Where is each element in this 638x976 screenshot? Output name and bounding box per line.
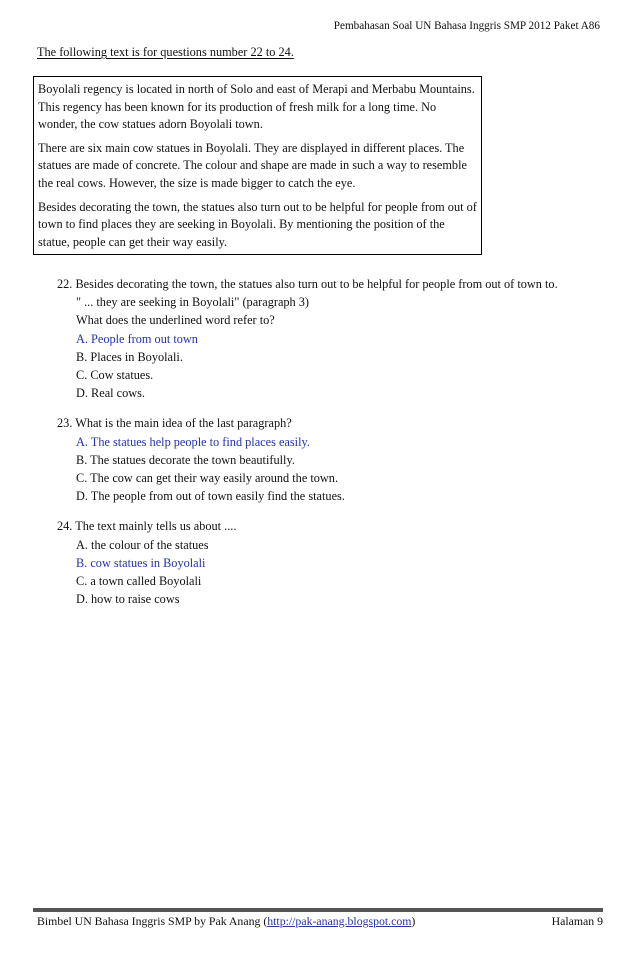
- option-a-answer: A. The statues help people to find places easily.: [76, 434, 310, 449]
- question-stem: 23. What is the main idea of the last paragraph?: [57, 416, 292, 431]
- question-stem: 24. The text mainly tells us about ....: [57, 519, 237, 534]
- page-header: Pembahasan Soal UN Bahasa Inggris SMP 2012 Paket A86: [333, 20, 600, 32]
- question-line: What does the underlined word refer to?: [76, 313, 275, 328]
- footer-divider: [33, 908, 603, 912]
- option-d: D. how to raise cows: [76, 592, 180, 607]
- question-stem: 22. Besides decorating the town, the statues also turn out to be helpful for people from out of town to.: [57, 277, 558, 291]
- passage-paragraph-1: Boyolali regency is located in north of Solo and east of Merapi and Merbabu Mountains. This regency has been known for its production of fresh milk for a long time. No wonder, the cow statues adorn Boyolali town.: [38, 82, 475, 132]
- footer-credit: [37, 914, 415, 929]
- reading-passage: [33, 76, 482, 255]
- blog-link[interactable]: http://pak-anang.blogspot.com: [267, 914, 412, 928]
- option-c: C. The cow can get their way easily around the town.: [76, 471, 339, 486]
- page-footer: [37, 914, 603, 929]
- option-a: A. the colour of the statues: [76, 537, 209, 552]
- option-d: D. Real cows.: [76, 386, 145, 401]
- question-24: [57, 517, 617, 608]
- footer-prefix: Bimbel UN Bahasa Inggris SMP by Pak Anang (: [37, 914, 268, 928]
- page-number: Halaman 9: [551, 914, 603, 928]
- intro-heading: The following text is for questions number 22 to 24.: [37, 45, 294, 59]
- passage-paragraph-3: Besides decorating the town, the statues also turn out to be helpful for people from out of town to find places they are seeking in Boyolali. By mentioning the position of the statue, people can get their way easily.: [38, 199, 477, 249]
- passage-paragraph-2: There are six main cow statues in Boyolali. They are displayed in different places. The statues are made of concrete. The colour and shape are made in such a way to resemble the real cows. However, the size is made bigger to catch the eye.: [38, 140, 467, 190]
- option-b-answer: B. cow statues in Boyolali: [76, 555, 206, 570]
- option-b: B. The statues decorate the town beautifully.: [76, 452, 295, 467]
- question-line: " ... they are seeking in Boyolali" (paragraph 3): [76, 295, 310, 310]
- option-c: C. a town called Boyolali: [76, 574, 202, 589]
- option-a-answer: A. People from out town: [76, 331, 198, 346]
- question-22: [57, 275, 617, 402]
- option-c: C. Cow statues.: [76, 368, 154, 383]
- footer-suffix: ): [411, 914, 416, 928]
- question-list: [57, 275, 617, 620]
- question-23: [57, 414, 617, 505]
- option-d: D. The people from out of town easily find the statues.: [76, 489, 345, 504]
- option-b: B. Places in Boyolali.: [76, 349, 183, 364]
